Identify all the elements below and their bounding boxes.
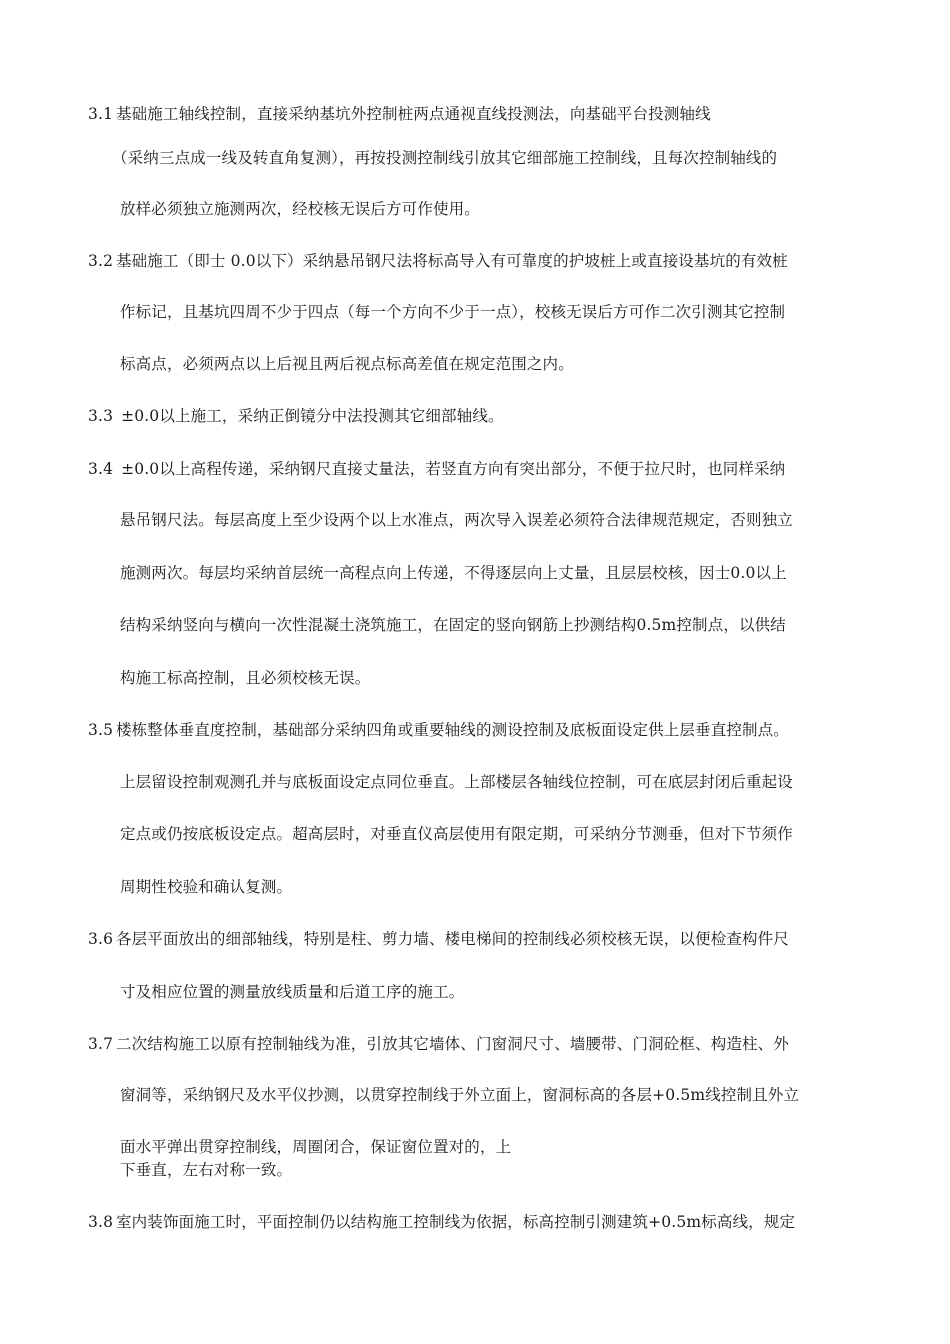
paragraph-3-6-line-2: 寸及相应位置的测量放线质量和后道工序的施工。 bbox=[120, 983, 465, 1001]
paragraph-3-4-line-2: 悬吊钢尺法。每层高度上至少设两个以上水准点，两次导入误差必须符合法律规范规定，否则独立 bbox=[120, 511, 793, 529]
paragraph-3-5-line-4: 周期性校验和确认复测。 bbox=[120, 878, 293, 896]
paragraph-3-6-line-1: 3.6 各层平面放出的细部轴线，特别是柱、剪力墙、楼电梯间的控制线必须校核无误，以便检查构件尺 bbox=[88, 930, 789, 948]
paragraph-3-8-line-1: 3.8 室内装饰面施工时，平面控制仍以结构施工控制线为依据，标高控制引测建筑+0.5m标高线，规定 bbox=[88, 1213, 796, 1231]
paragraph-3-5-line-1: 3.5 楼栋整体垂直度控制，基础部分采纳四角或重要轴线的测设控制及底板面设定供上层垂直控制点。 bbox=[88, 721, 789, 739]
item-number: 3.3 bbox=[88, 407, 114, 425]
paragraph-3-5-line-3: 定点或仍按底板设定点。超高层时，对垂直仪高层使用有限定期，可采纳分节测垂，但对下节须作 bbox=[120, 825, 793, 843]
paragraph-3-2-line-3: 标高点，必须两点以上后视且两后视点标高差值在规定范围之内。 bbox=[120, 355, 574, 373]
paragraph-3-3-line-1: 3.3 ±0.0以上施工，采纳正倒镜分中法投测其它细部轴线。 bbox=[88, 407, 504, 425]
paragraph-3-1-line-3: 放样必须独立施测两次，经校核无误后方可作使用。 bbox=[120, 200, 480, 218]
paragraph-3-4-line-3: 施测两次。每层均采纳首层统一高程点向上传递，不得逐层向上丈量，且层层校核，因士0.0以上 bbox=[120, 564, 787, 582]
item-number: 3.4 bbox=[88, 460, 114, 478]
paragraph-3-5-line-2: 上层留设控制观测孔并与底板面设定点同位垂直。上部楼层各轴线位控制，可在底层封闭后重起设 bbox=[120, 773, 793, 791]
paragraph-3-7-line-2: 窗洞等，采纳钢尺及水平仪抄测，以贯穿控制线于外立面上，窗洞标高的各层+0.5m线控制且外立 bbox=[120, 1086, 800, 1104]
paragraph-3-2-line-1: 3.2 基础施工（即士 0.0以下）采纳悬吊钢尺法将标高导入有可靠度的护坡桩上或直接设基坑的有效桩 bbox=[88, 252, 788, 270]
paragraph-3-7-line-1: 3.7 二次结构施工以原有控制轴线为准，引放其它墙体、门窗洞尺寸、墙腰带、门洞砼框、构造柱、外 bbox=[88, 1035, 789, 1053]
paragraph-3-4-line-1: 3.4 ±0.0以上高程传递，采纳钢尺直接丈量法，若竖直方向有突出部分，不便于拉尺时，也同样采纳 bbox=[88, 460, 786, 478]
item-number: 3.1 bbox=[88, 105, 114, 123]
item-number: 3.6 bbox=[88, 930, 114, 948]
paragraph-3-1-line-1: 3.1 基础施工轴线控制，直接采纳基坑外控制桩两点通视直线投测法，向基础平台投测轴线 bbox=[88, 105, 711, 123]
paragraph-3-4-line-5: 构施工标高控制，且必须校核无误。 bbox=[120, 669, 371, 687]
paragraph-3-7-line-4: 下垂直，左右对称一致。 bbox=[120, 1161, 293, 1179]
item-number: 3.5 bbox=[88, 721, 114, 739]
paragraph-3-4-line-4: 结构采纳竖向与横向一次性混凝土浇筑施工，在固定的竖向钢筋上抄测结构0.5m控制点，以供结 bbox=[120, 616, 786, 634]
item-number: 3.8 bbox=[88, 1213, 114, 1231]
item-number: 3.7 bbox=[88, 1035, 114, 1053]
paragraph-3-7-line-3: 面水平弹出贯穿控制线，周圈闭合，保证窗位置对的，上 bbox=[120, 1138, 512, 1156]
paragraph-3-2-line-2: 作标记，且基坑四周不少于四点（每一个方向不少于一点），校核无误后方可作二次引测其它控制 bbox=[120, 303, 786, 321]
item-number: 3.2 bbox=[88, 252, 114, 270]
paragraph-3-1-line-2: （采纳三点成一线及转直角复测），再按投测控制线引放其它细部施工控制线，且每次控制轴线的 bbox=[112, 149, 778, 167]
